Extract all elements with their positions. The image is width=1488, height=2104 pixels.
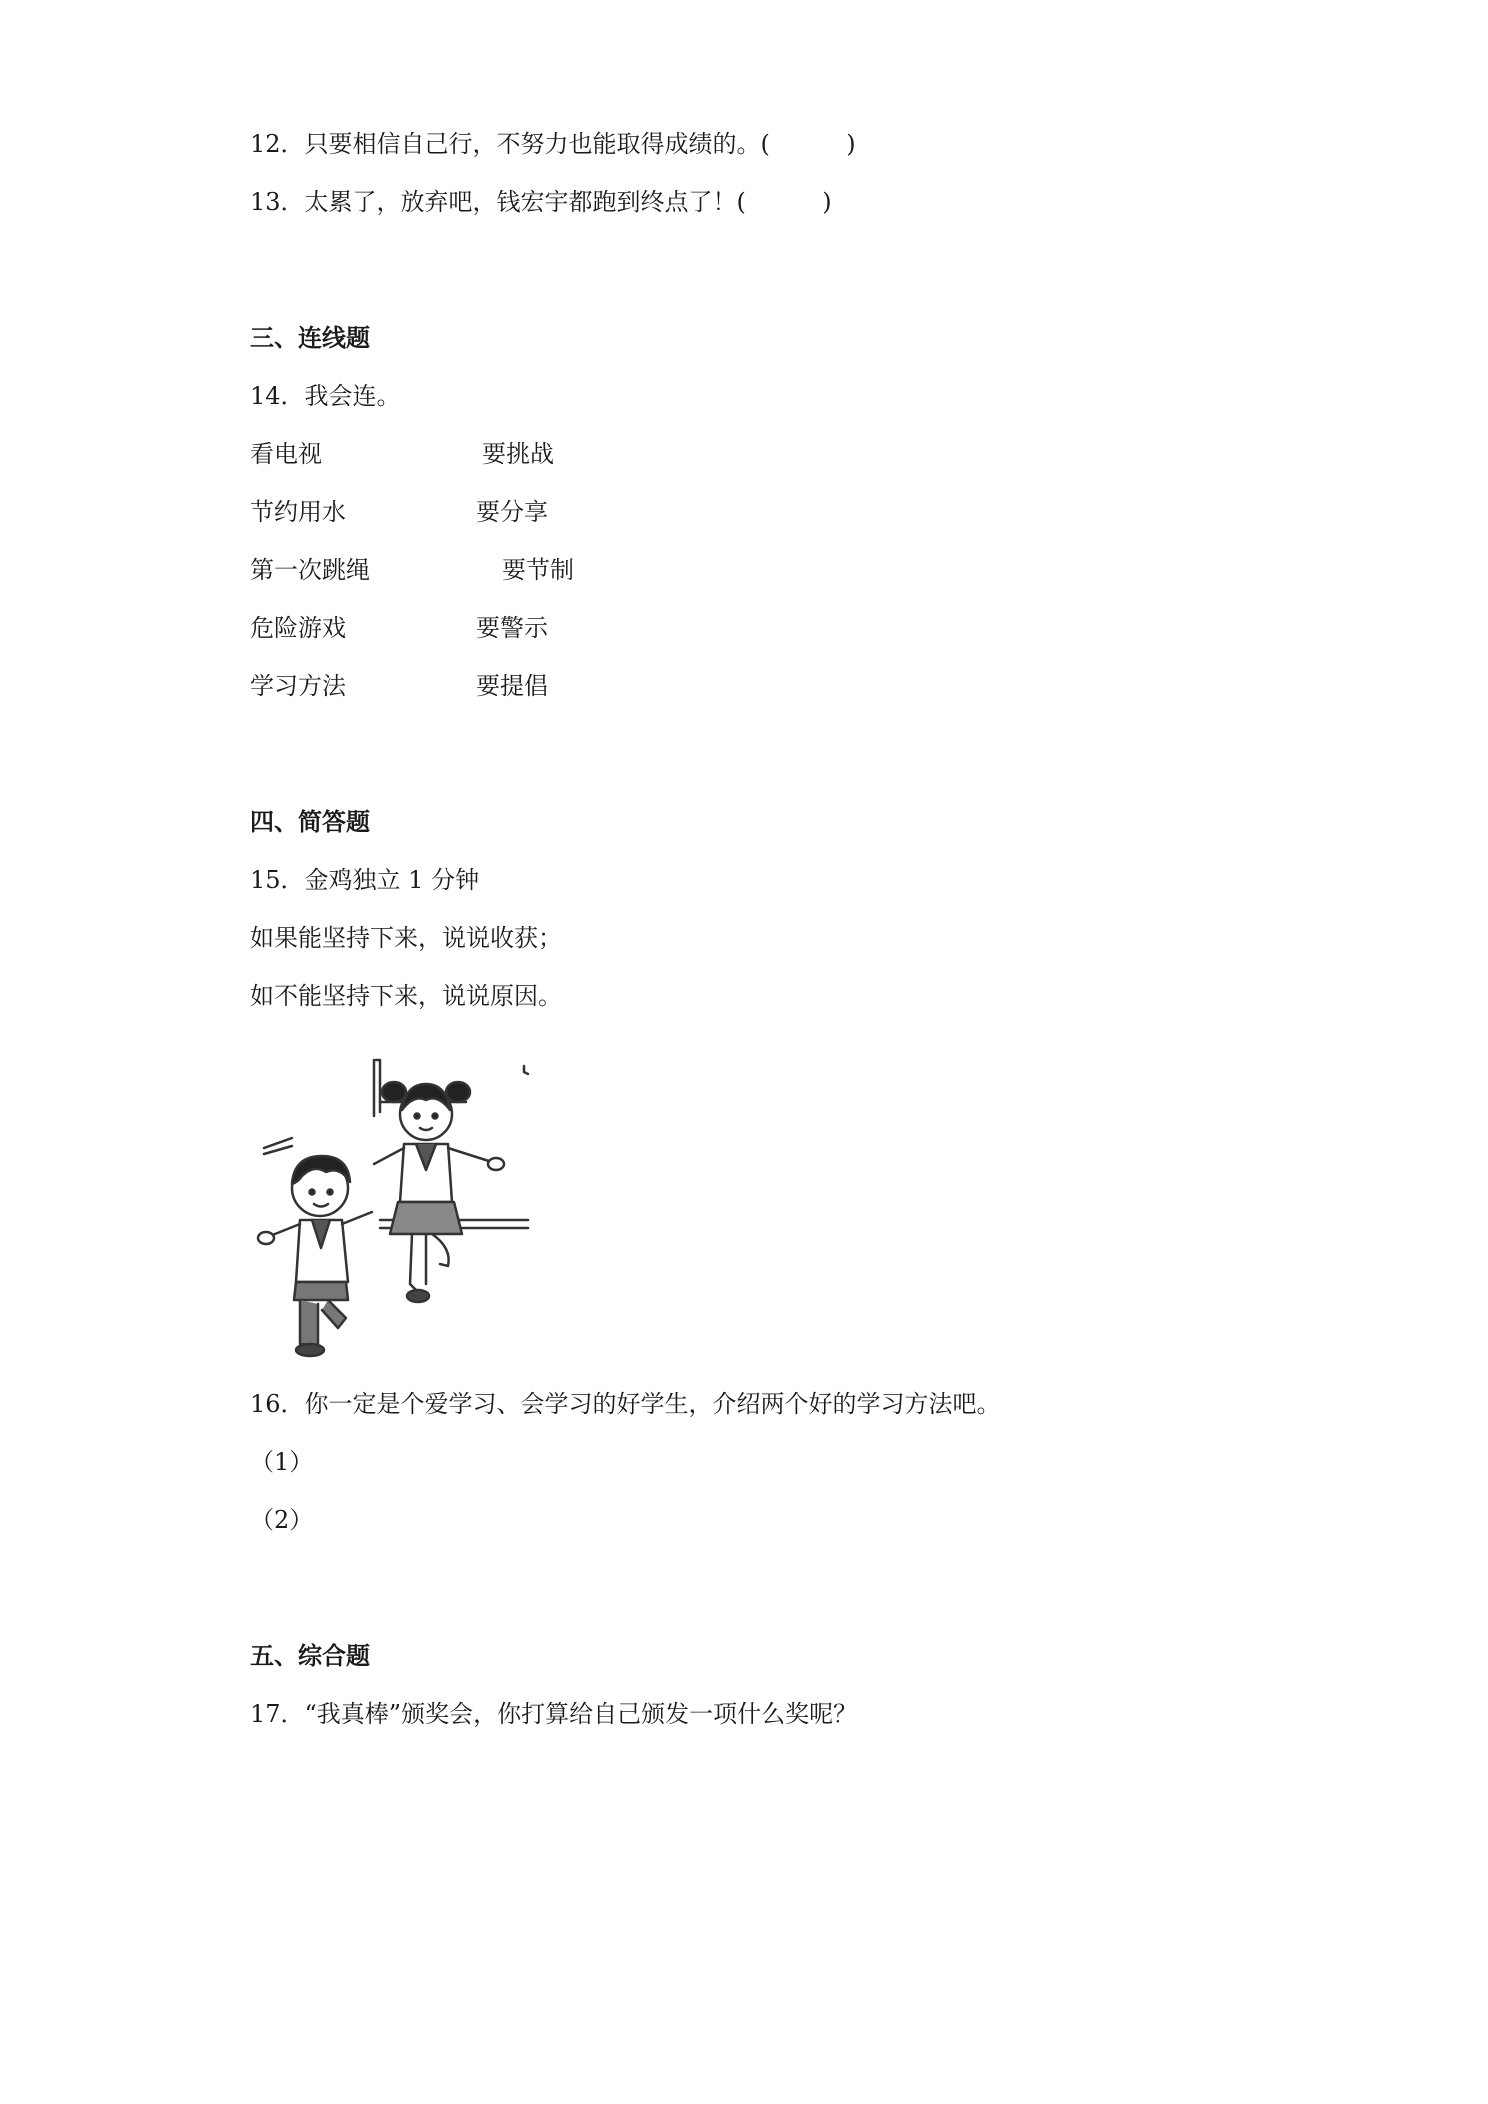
q16-prompt: 16．你一定是个爱学习、会学习的好学生，介绍两个好的学习方法吧。 [250,1390,1001,1418]
section5-heading: 五、综合题 [250,1642,370,1670]
section3-heading: 三、连线题 [250,324,370,352]
match-right-3: 要节制 [502,556,574,584]
section4-heading: 四、简答题 [250,808,370,836]
match-left-3: 第一次跳绳 [250,556,370,584]
q12-text: 12．只要相信自己行，不努力也能取得成绩的。( ) [250,130,856,158]
match-left-1: 看电视 [250,440,322,468]
q15-line2: 如不能坚持下来，说说原因。 [250,982,562,1010]
q17-prompt: 17．“我真棒”颁奖会，你打算给自己颁发一项什么奖呢？ [250,1700,858,1728]
match-right-4: 要警示 [476,614,548,642]
match-right-5: 要提倡 [476,672,548,700]
match-right-2: 要分享 [476,498,548,526]
q14-prompt: 14．我会连。 [250,382,401,410]
q16-item2: （2） [250,1506,314,1534]
q15-prompt: 15．金鸡独立 1 分钟 [250,866,480,894]
q16-item1: （1） [250,1448,314,1476]
children-balance-illustration [256,1052,530,1360]
q15-line1: 如果能坚持下来，说说收获； [250,924,562,952]
match-left-5: 学习方法 [250,672,346,700]
q13-text: 13．太累了，放弃吧，钱宏宇都跑到终点了！( ) [250,188,832,216]
match-right-1: 要挑战 [482,440,554,468]
match-left-4: 危险游戏 [250,614,346,642]
match-left-2: 节约用水 [250,498,346,526]
